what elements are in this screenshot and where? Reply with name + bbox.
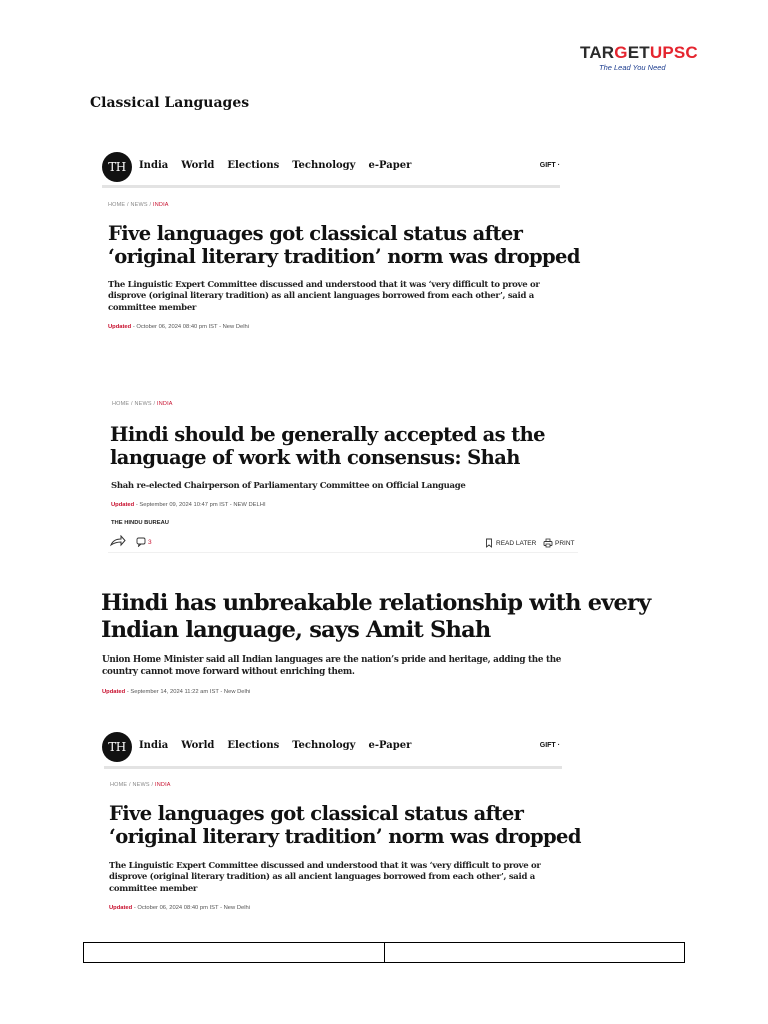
share-icon[interactable] <box>110 535 126 547</box>
clip3-headline: Hindi has unbreakable relationship with every Indian language, says Amit Shah <box>101 590 651 643</box>
clip2-byline: THE HINDU BUREAU <box>111 520 169 526</box>
clip4-breadcrumb: HOME / NEWS / INDIA <box>110 782 171 788</box>
nav-india: India <box>139 160 169 171</box>
logo-wordmark: TARGETUPSC <box>580 43 698 62</box>
clip3-subheadline: Union Home Minister said all Indian languages are the nation’s pride and heritage, adding the the country cannot move forward without enriching them. <box>102 655 562 677</box>
nav-world: World <box>181 740 215 751</box>
clip2-breadcrumb: HOME / NEWS / INDIA <box>112 401 173 407</box>
nav-india: India <box>139 740 169 751</box>
clip1-meta: Updated - October 06, 2024 08:40 pm IST - New Delhi <box>108 324 250 330</box>
print-button[interactable]: PRINT <box>543 538 575 548</box>
clip1-subheadline: The Linguistic Expert Committee discussed and understood that it was ‘very difficult to prove or disprove (original literary tradition) as all ancient languages borrowed from each other’, said a committee member <box>108 280 540 313</box>
nav-epaper: e-Paper <box>368 160 412 171</box>
clip2-subheadline: Shah re-elected Chairperson of Parliamentary Committee on Official Language <box>111 481 466 491</box>
clip4-nav-links <box>139 740 411 751</box>
table-row <box>84 943 685 963</box>
nav-world: World <box>181 160 215 171</box>
clip4-headline: Five languages got classical status after ‘original literary tradition’ norm was dropped <box>109 802 581 849</box>
nav-elections: Elections <box>227 740 280 751</box>
clip4-subheadline: The Linguistic Expert Committee discussed and understood that it was ‘very difficult to prove or disprove (original literary tradition) as all ancient languages borrowed from each other’, said a committee member <box>109 861 541 894</box>
nav-gift: GIFT · <box>539 162 560 169</box>
nav-elections: Elections <box>227 160 280 171</box>
clip4-meta: Updated - October 06, 2024 08:40 pm IST - New Delhi <box>109 905 251 911</box>
nav-technology: Technology <box>292 740 356 751</box>
clip1-navbar <box>102 152 560 184</box>
clip3-meta: Updated - September 14, 2024 11:22 am IST - New Delhi <box>102 689 251 695</box>
page-title: Classical Languages <box>90 95 250 111</box>
the-hindu-logo: TH <box>102 152 132 182</box>
clip1-nav-rule <box>102 185 560 188</box>
comment-count: 3 <box>148 539 152 546</box>
clip2-meta: Updated - September 09, 2024 10:47 pm IST - NEW DELHI <box>111 502 266 508</box>
clip2-divider <box>108 552 578 553</box>
the-hindu-logo: TH <box>102 732 132 762</box>
dot-icon: · <box>557 162 560 169</box>
clip2-headline: Hindi should be generally accepted as the language of work with consensus: Shah <box>110 423 545 470</box>
clip4-nav-rule <box>104 766 562 769</box>
empty-table <box>83 942 685 963</box>
nav-technology: Technology <box>292 160 356 171</box>
logo-tagline: The Lead You Need <box>599 63 666 72</box>
clip1-nav-links <box>139 160 411 171</box>
nav-epaper: e-Paper <box>368 740 412 751</box>
table-cell-right <box>384 943 685 963</box>
clip4-navbar <box>102 732 560 764</box>
nav-gift: GIFT · <box>539 742 560 749</box>
comment-icon[interactable] <box>136 537 146 547</box>
clip1-breadcrumb: HOME / NEWS / INDIA <box>108 202 169 208</box>
bookmark-icon <box>484 538 494 548</box>
printer-icon <box>543 538 553 548</box>
dot-icon: · <box>557 742 560 749</box>
clip1-headline: Five languages got classical status after ‘original literary tradition’ norm was dropped <box>108 222 580 269</box>
table-cell-left <box>84 943 385 963</box>
read-later-button[interactable]: READ LATER <box>484 538 536 548</box>
target-upsc-logo <box>580 43 698 76</box>
